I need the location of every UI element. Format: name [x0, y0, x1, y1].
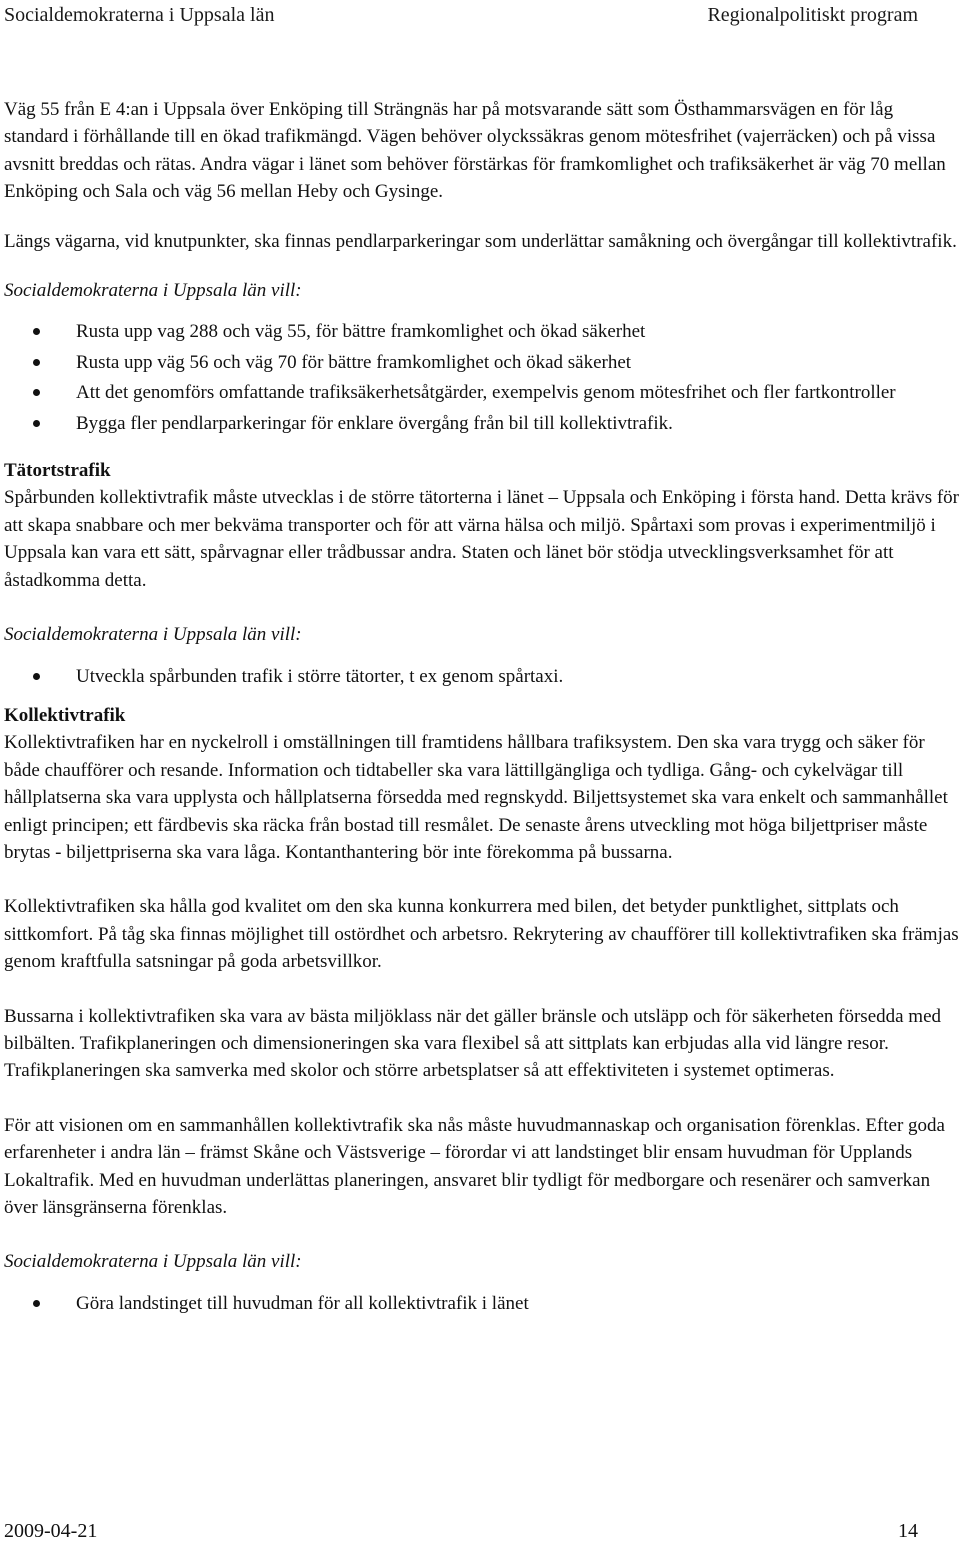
page-footer: [4, 1518, 918, 1546]
paragraph-commuter-parking: Längs vägarna, vid knutpunkter, ska finnas pendlarparkeringar som underlättar samåkning och övergångar till kollektivtrafik.: [4, 230, 957, 252]
list-item: [4, 410, 960, 437]
list-item: [4, 349, 960, 376]
bullet-icon: [33, 420, 40, 427]
paragraph-organisation: För att visionen om en sammanhållen kollektivtrafik ska nås måste huvudmannaskap och organisation förenklas. Efter goda erfarenheter i andra län – främst Skåne och Västsverige – förordar vi att landstinget blir ensam huvudman för Upplands Lokaltrafik. Med en huvudman underlättas planeringen, ansvaret blir tydligt för medborgare och resenärer och samverkan över länsgränserna förenklas.: [4, 1114, 945, 1218]
list-item: [4, 318, 960, 345]
list-item-text: Bygga fler pendlarparkeringar för enklare övergång från bil till kollektivtrafik.: [76, 412, 673, 434]
demands-list-rail: [4, 663, 960, 690]
list-item-text: Göra landstinget till huvudman för all kollektivtrafik i länet: [76, 1292, 529, 1314]
list-item-text: Rusta upp väg 56 och väg 70 för bättre framkomlighet och ökad säkerhet: [76, 351, 632, 373]
bullet-icon: [33, 359, 40, 366]
list-item: [4, 663, 960, 690]
bullet-icon: [33, 1300, 40, 1307]
list-item: [4, 379, 960, 406]
list-item: [4, 1290, 960, 1317]
page-number: 14: [898, 1520, 918, 1542]
demands-list-organisation: [4, 1290, 960, 1317]
header-right: Regionalpolitiskt program: [707, 4, 918, 26]
paragraph-quality: Kollektivtrafiken ska hålla god kvalitet om den ska kunna konkurrera med bilen, det betyder punktlighet, sittplats och sittkomfort. På tåg ska finnas möjlighet till ostördhet och arbetsro. Rekrytering av chaufförer till kollektivtrafiken ska främjas genom kraftfulla satsningar på goda arbetsvillkor.: [4, 896, 959, 973]
bullet-icon: [33, 328, 40, 335]
paragraph-rail-transit: Spårbunden kollektivtrafik måste utvecklas i de större tätorterna i länet – Uppsala och Enköping i första hand. Detta krävs för att skapa snabbare och mer bekväma transporter och för att värna hälsa och miljö. Spårtaxi som provas i experimentmiljö i Uppsala kan vara ett sätt, spårvagnar eller trådbussar andra. Staten och länet bör stödja utvecklingsverksamhet för att åstadkomma detta.: [4, 487, 959, 591]
bullet-icon: [33, 389, 40, 396]
list-item-text: Rusta upp vag 288 och väg 55, för bättre framkomlighet och ökad säkerhet: [76, 321, 646, 343]
heading-kollektivtrafik: Kollektivtrafik: [4, 704, 126, 726]
demands-intro: Socialdemokraterna i Uppsala län vill:: [4, 624, 302, 646]
demands-list-roads: [4, 318, 960, 437]
footer-date: 2009-04-21: [4, 1520, 98, 1542]
page-header: [4, 2, 918, 30]
paragraph-road55: Väg 55 från E 4:an i Uppsala över Enköping till Strängnäs har på motsvarande sätt som Östhammarsvägen en för låg standard i förhållande till en ökad trafikmängd. Vägen behöver olyckssäkras genom mötesfrihet (vajerräcken) och på vissa avsnitt breddas och rätas. Andra vägar i länet som behöver förstärkas för framkomlighet och trafiksäkerhet är väg 70 mellan Enköping och Sala och väg 56 mellan Heby och Gysinge.: [4, 99, 946, 203]
list-item-text: Utveckla spårbunden trafik i större tätorter, t ex genom spårtaxi.: [76, 665, 564, 687]
demands-intro: Socialdemokraterna i Uppsala län vill:: [4, 1251, 302, 1273]
paragraph-buses: Bussarna i kollektivtrafiken ska vara av bästa miljöklass när det gäller bränsle och utsläpp och för säkerheten försedda med bilbälten. Trafikplaneringen och dimensioneringen ska vara flexibel så att sittplats kan erbjudas alla vid längre resor. Trafikplaneringen ska samverka med skolor och större arbetsplatser så att effektiviteten i systemet optimeras.: [4, 1005, 942, 1082]
paragraph-public-transport-role: Kollektivtrafiken har en nyckelroll i omställningen till framtidens hållbara trafiksystem. Den ska vara trygg och säker för både chaufförer och resande. Information och tidtabeller ska vara lättillgängliga och tydliga. Gång- och cykelvägar till hållplatserna ska vara upplysta och hållplatserna försedda med regnskydd. Biljettsystemet ska vara enkelt och sammanhållet enligt principen; ett färdbevis ska räcka från bostad till resmålet. De senaste årens utveckling mot höga biljettpriser måste brytas - biljettpriserna ska vara låga. Kontanthantering bör inte förekomma på bussarna.: [4, 732, 948, 863]
heading-tatortstrafik: Tätortstrafik: [4, 460, 111, 482]
demands-intro: Socialdemokraterna i Uppsala län vill:: [4, 280, 302, 302]
list-item-text: Att det genomförs omfattande trafiksäkerhetsåtgärder, exempelvis genom mötesfrihet och fler fartkontroller: [76, 382, 896, 404]
bullet-icon: [33, 673, 40, 680]
document-body: [4, 96, 960, 1320]
header-left: Socialdemokraterna i Uppsala län: [4, 4, 275, 26]
